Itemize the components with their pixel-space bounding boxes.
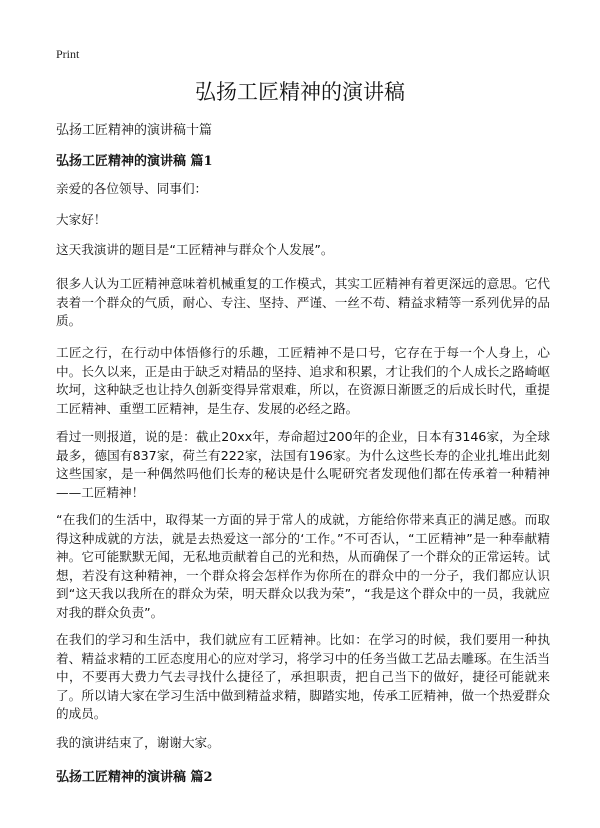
paragraph-salutation: 亲爱的各位领导、同事们： — [56, 181, 208, 196]
document-subtitle: 弘扬工匠精神的演讲稿十篇 — [56, 123, 213, 138]
paragraph-body: 很多人认为工匠精神意味着机械重复的工作模式，其实工匠精神有着更深远的意思。它代表着一个群众的气质，耐心、专注、坚持、严谨、一丝不苟、精益求精等一系列优异的品质。 — [56, 276, 550, 328]
print-label: Print — [56, 47, 80, 61]
paragraph-greeting: 大家好！ — [56, 212, 107, 227]
paragraph-body: 在我们的学习和生活中，我们就应有工匠精神。比如：在学习的时候，我们要用一种执着、精益求精的工匠态度用心的应对学习，将学习中的任务当做工艺品去雕琢。在生活当中，不要再大费力气去寻找什么捷径了，承担职责，把自己当下的做好，捷径可能就来了。所以请大家在学习生活中做到精益求精，脚踏实地，传承工匠精神，做一个热爱群众的成员。 — [56, 632, 550, 721]
section-heading-1: 弘扬工匠精神的演讲稿 篇1 — [56, 154, 213, 169]
section-heading-2: 弘扬工匠精神的演讲稿 篇2 — [56, 770, 213, 785]
paragraph-body: 看过一则报道，说的是：截止20xx年，寿命超过200年的企业，日本有3146家，为全球最多，德国有837家，荷兰有222家，法国有196家。为什么这些长寿的企业扎堆出此刻这些国家，是一种偶然吗他们长寿的秘诀是什么呢研究者发现他们都在传承着一种精神——工匠精神！ — [56, 429, 550, 500]
paragraph-closing: 我的演讲结束了，谢谢大家。 — [56, 735, 220, 750]
paragraph-topic: 这天我演讲的题目是“工匠精神与群众个人发展”。 — [56, 242, 334, 257]
paragraph-body: 工匠之行，在行动中体悟修行的乐趣，工匠精神不是口号，它存在于每一个人身上，心中。长久以来，正是由于缺乏对精品的坚持、追求和积累，才让我们的个人成长之路崎岖坎坷，这种缺乏也让持久创新变得异常艰难，所以，在资源日渐匮乏的后成长时代，重提工匠精神、重塑工匠精神，是生存、发展的必经之路。 — [56, 345, 550, 416]
page-title: 弘扬工匠精神的演讲稿 — [195, 80, 405, 104]
paragraph-body: “在我们的生活中，取得某一方面的异于常人的成就，方能给你带来真正的满足感。而取得这种成就的方法，就是去热爱这一部分的‘工作。”不可否认，“工匠精神”是一种奉献精神。它可能默默无闻，无私地贡献着自己的光和热，从而确保了一个群众的正常运转。试想，若没有这种精神，一个群众将会怎样作为你所在的群众中的一分子，我们都应认识到“这天我以我所在的群众为荣，明天群众以我为荣”，“我是这个群众中的一员，我就应对我的群众负责”。 — [56, 512, 550, 620]
